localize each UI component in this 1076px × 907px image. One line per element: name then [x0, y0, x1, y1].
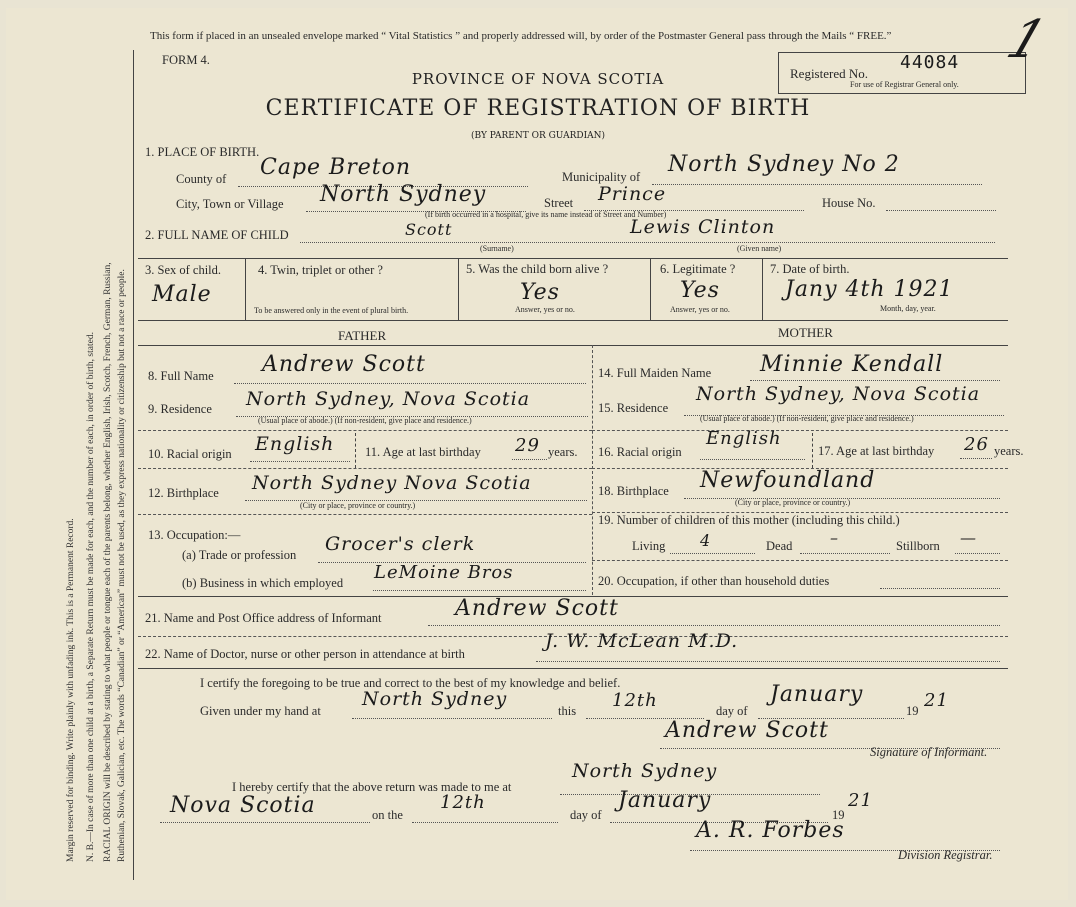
registrar-signature: A. R. Forbes [696, 818, 845, 843]
registrar-day-of-label: day of [570, 808, 602, 822]
stillborn-value: — [960, 528, 977, 547]
corner-mark: 1 [999, 10, 1056, 70]
certificate-subtitle: (BY PARENT OR GUARDIAN) [470, 131, 606, 141]
registrar-place-2: Nova Scotia [170, 793, 316, 818]
twin-label: 4. Twin, triplet or other ? [258, 263, 383, 277]
given-under-label: Given under my hand at [200, 704, 321, 718]
mother-age-label: 17. Age at last birthday [818, 444, 935, 458]
day-of-label: day of [716, 704, 748, 718]
mother-birthplace-label: 18. Birthplace [598, 484, 669, 498]
business-label: (b) Business in which employed [182, 576, 344, 590]
informant-signature-label: Signature of Informant. [870, 745, 988, 759]
father-name: Andrew Scott [262, 352, 426, 377]
sex-label: 3. Sex of child. [145, 263, 222, 277]
certify-month: January [770, 682, 864, 707]
trade-label: (a) Trade or profession [182, 548, 297, 562]
children-count-label: 19. Number of children of this mother (including this child.) [598, 513, 900, 527]
street-label: Street [544, 196, 574, 210]
informant-label: 21. Name and Post Office address of Informant [145, 611, 382, 625]
mother-residence-note: (Usual place of abode.) (If non-resident, give place and residence.) [700, 414, 914, 423]
form-number: FORM 4. [162, 53, 210, 67]
father-age-years: years. [548, 445, 578, 459]
father-birthplace-note: (City or place, province or country.) [300, 501, 416, 510]
legitimate-value: Yes [680, 278, 720, 303]
place-of-birth-label: 1. PLACE OF BIRTH. [145, 145, 260, 159]
living-label: Living [632, 539, 666, 553]
mother-race: English [706, 428, 782, 449]
father-birthplace-label: 12. Birthplace [148, 486, 219, 500]
house-label: House No. [822, 196, 876, 210]
child-surname: Scott [405, 220, 453, 239]
certify-year: 21 [924, 690, 949, 711]
on-the-label: on the [372, 808, 403, 822]
certify-place: North Sydney [362, 688, 508, 710]
father-age: 29 [515, 435, 540, 456]
father-trade: Grocer's clerk [325, 533, 476, 555]
county-value: Cape Breton [260, 155, 412, 180]
child-given-name: Lewis Clinton [630, 216, 776, 238]
registrar-year: 21 [848, 790, 873, 811]
alive-note: Answer, yes or no. [515, 305, 575, 314]
dead-value: – [830, 528, 839, 547]
legitimate-label: 6. Legitimate ? [660, 262, 736, 276]
this-label: this [558, 704, 577, 718]
registrar-signature-label: Division Registrar. [898, 848, 993, 862]
father-name-label: 8. Full Name [148, 369, 214, 383]
municipality-value: North Sydney No 2 [668, 152, 900, 177]
registrar-note: For use of Registrar General only. [850, 80, 959, 89]
registrar-year-prefix: 19 [832, 808, 845, 822]
mother-name-label: 14. Full Maiden Name [598, 366, 712, 380]
father-age-label: 11. Age at last birthday [365, 445, 481, 459]
registrar-place: North Sydney [572, 760, 718, 782]
date-of-birth-label: 7. Date of birth. [770, 262, 850, 276]
sex-value: Male [152, 282, 212, 307]
province-heading: PROVINCE OF NOVA SCOTIA [411, 70, 665, 88]
twin-note: To be answered only in the event of plural birth. [254, 306, 409, 315]
dead-label: Dead [766, 539, 793, 553]
alive-label: 5. Was the child born alive ? [466, 262, 609, 276]
registrar-certify-text: I hereby certify that the above return was made to me at [232, 780, 512, 794]
mother-race-label: 16. Racial origin [598, 445, 682, 459]
father-race: English [255, 433, 335, 455]
town-value: North Sydney [320, 182, 487, 207]
mother-birthplace-note: (City or place, province or country.) [735, 498, 851, 507]
registrar-day: 12th [440, 792, 486, 813]
mother-residence: North Sydney, Nova Scotia [696, 383, 981, 405]
mother-birthplace: Newfoundland [700, 468, 876, 493]
side-note-1: Margin reserved for binding. Write plainly with unfading ink. This is a Permanent Record. [66, 518, 76, 862]
father-occupation-label: 13. Occupation:— [148, 528, 241, 542]
living-value: 4 [700, 531, 712, 550]
side-note-3: RACIAL ORIGIN will be described by stating to what people or tongue each of the parents belong, whether English, Irish, Scotch, French, German, Russian, [103, 262, 113, 862]
binding-margin-line [133, 50, 134, 880]
mother-occupation-label: 20. Occupation, if other than household duties [598, 574, 830, 588]
registered-label: Registered No. [790, 66, 868, 81]
father-residence: North Sydney, Nova Scotia [246, 388, 531, 410]
certify-year-prefix: 19 [906, 704, 919, 718]
registered-number: 44084 [900, 52, 960, 73]
informant-signature: Andrew Scott [665, 718, 829, 743]
informant-value: Andrew Scott [455, 596, 619, 621]
mother-residence-label: 15. Residence [598, 401, 669, 415]
county-label: County of [176, 172, 227, 186]
doctor-value: J. W. McLean M.D. [545, 630, 739, 652]
stillborn-label: Stillborn [896, 539, 940, 553]
date-note: Month, day, year. [880, 304, 936, 313]
registrar-month: January [618, 788, 712, 813]
mother-age: 26 [964, 434, 989, 455]
father-birthplace: North Sydney Nova Scotia [252, 472, 532, 494]
mother-heading: MOTHER [778, 325, 833, 340]
father-residence-note: (Usual place of abode.) (If non-resident, give place and residence.) [258, 416, 472, 425]
hospital-note: (If birth occurred in a hospital, give its name instead of Street and Number) [425, 210, 667, 219]
father-heading: FATHER [338, 328, 387, 343]
child-name-label: 2. FULL NAME OF CHILD [145, 228, 289, 242]
surname-label: (Surname) [480, 244, 514, 253]
father-residence-label: 9. Residence [148, 402, 212, 416]
doctor-label: 22. Name of Doctor, nurse or other person in attendance at birth [145, 647, 465, 661]
mother-age-years: years. [994, 444, 1024, 458]
legitimate-note: Answer, yes or no. [670, 305, 730, 314]
certify-day: 12th [612, 690, 658, 711]
postal-notice: This form if placed in an unsealed envelope marked “ Vital Statistics ” and properly addressed will, by order of the Postmaster General pass through the Mails “ FREE.” [150, 30, 892, 42]
side-note-4: Ruthenian, Slovak, Galician, etc. The words “Canadian” or “American” must not be used, as they express nationality or citizenship but not a race or people. [117, 269, 127, 862]
town-label: City, Town or Village [176, 197, 284, 211]
street-value: Prince [598, 183, 667, 205]
alive-value: Yes [520, 280, 560, 305]
municipality-label: Municipality of [562, 170, 641, 184]
certificate-title: CERTIFICATE OF REGISTRATION OF BIRTH [265, 96, 811, 121]
father-business: LeMoine Bros [374, 562, 514, 583]
given-name-label: (Given name) [737, 244, 782, 253]
father-race-label: 10. Racial origin [148, 447, 232, 461]
date-of-birth-value: Jany 4th 1921 [785, 277, 954, 302]
informant-certify-text: I certify the foregoing to be true and correct to the best of my knowledge and belief. [200, 676, 621, 690]
mother-name: Minnie Kendall [760, 352, 944, 377]
side-note-2: N. B.—In case of more than one child at a birth, a Separate Return must be made for each, and the number of each, in order of birth, stated. [86, 332, 96, 862]
